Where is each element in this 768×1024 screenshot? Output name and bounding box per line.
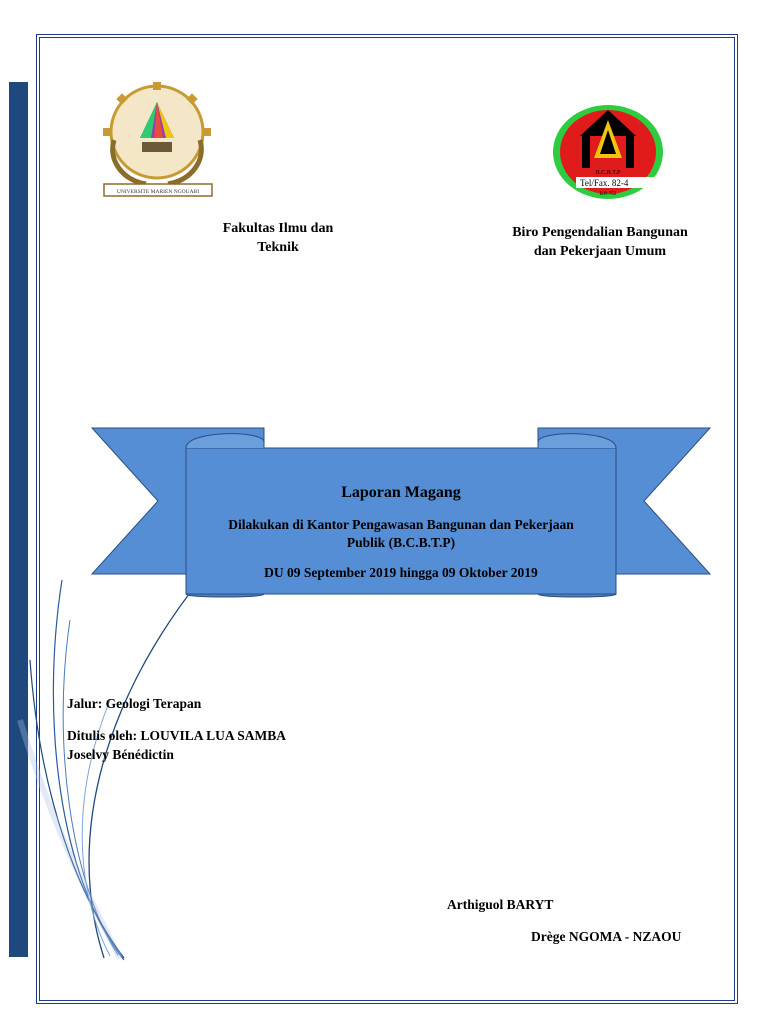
- signature-name-2: Drège NGOMA - NZAOU: [531, 929, 682, 944]
- left-institution-name: [205, 219, 351, 257]
- left-institution-line2: Teknik: [257, 240, 299, 255]
- banner-text: [190, 484, 612, 581]
- written-by-block: [67, 726, 286, 764]
- report-title: Laporan Magang: [341, 484, 461, 501]
- faculty-logo-ribbon: UNIVERSITE MARIEN NGOUABI: [116, 189, 200, 195]
- faculty-logo: [96, 80, 218, 198]
- signature-name-1: Arthiguol BARYT: [447, 897, 554, 912]
- report-subtitle-line1: Dilakukan di Kantor Pengawasan Bangunan dan Pekerjaan: [228, 517, 574, 532]
- report-subtitle-line2: Publik (B.C.B.T.P): [346, 535, 456, 550]
- bcbtp-logo: [550, 102, 670, 204]
- right-institution-name: [497, 223, 703, 261]
- bcbtp-logo-top-text: B.C.B.T.P: [595, 170, 621, 176]
- right-institution-line2: dan Pekerjaan Umum: [533, 244, 667, 259]
- right-institution-line1: Biro Pengendalian Bangunan: [512, 225, 688, 240]
- bcbtp-logo-tel: Tel/Fax. 82-4: [580, 178, 629, 188]
- report-dates: DU 09 September 2019 hingga 09 Oktober 2019: [264, 565, 538, 580]
- bcbtp-logo-bp: B.P. 752: [599, 192, 617, 197]
- track-line: Jalur: Geologi Terapan: [67, 696, 202, 711]
- decorative-swirl: [0, 560, 260, 1020]
- written-by-line1: Ditulis oleh: LOUVILA LUA SAMBA: [67, 728, 287, 743]
- left-institution-line1: Fakultas Ilmu dan: [222, 221, 334, 236]
- written-by-line2: Joselvy Bénédictin: [67, 747, 174, 762]
